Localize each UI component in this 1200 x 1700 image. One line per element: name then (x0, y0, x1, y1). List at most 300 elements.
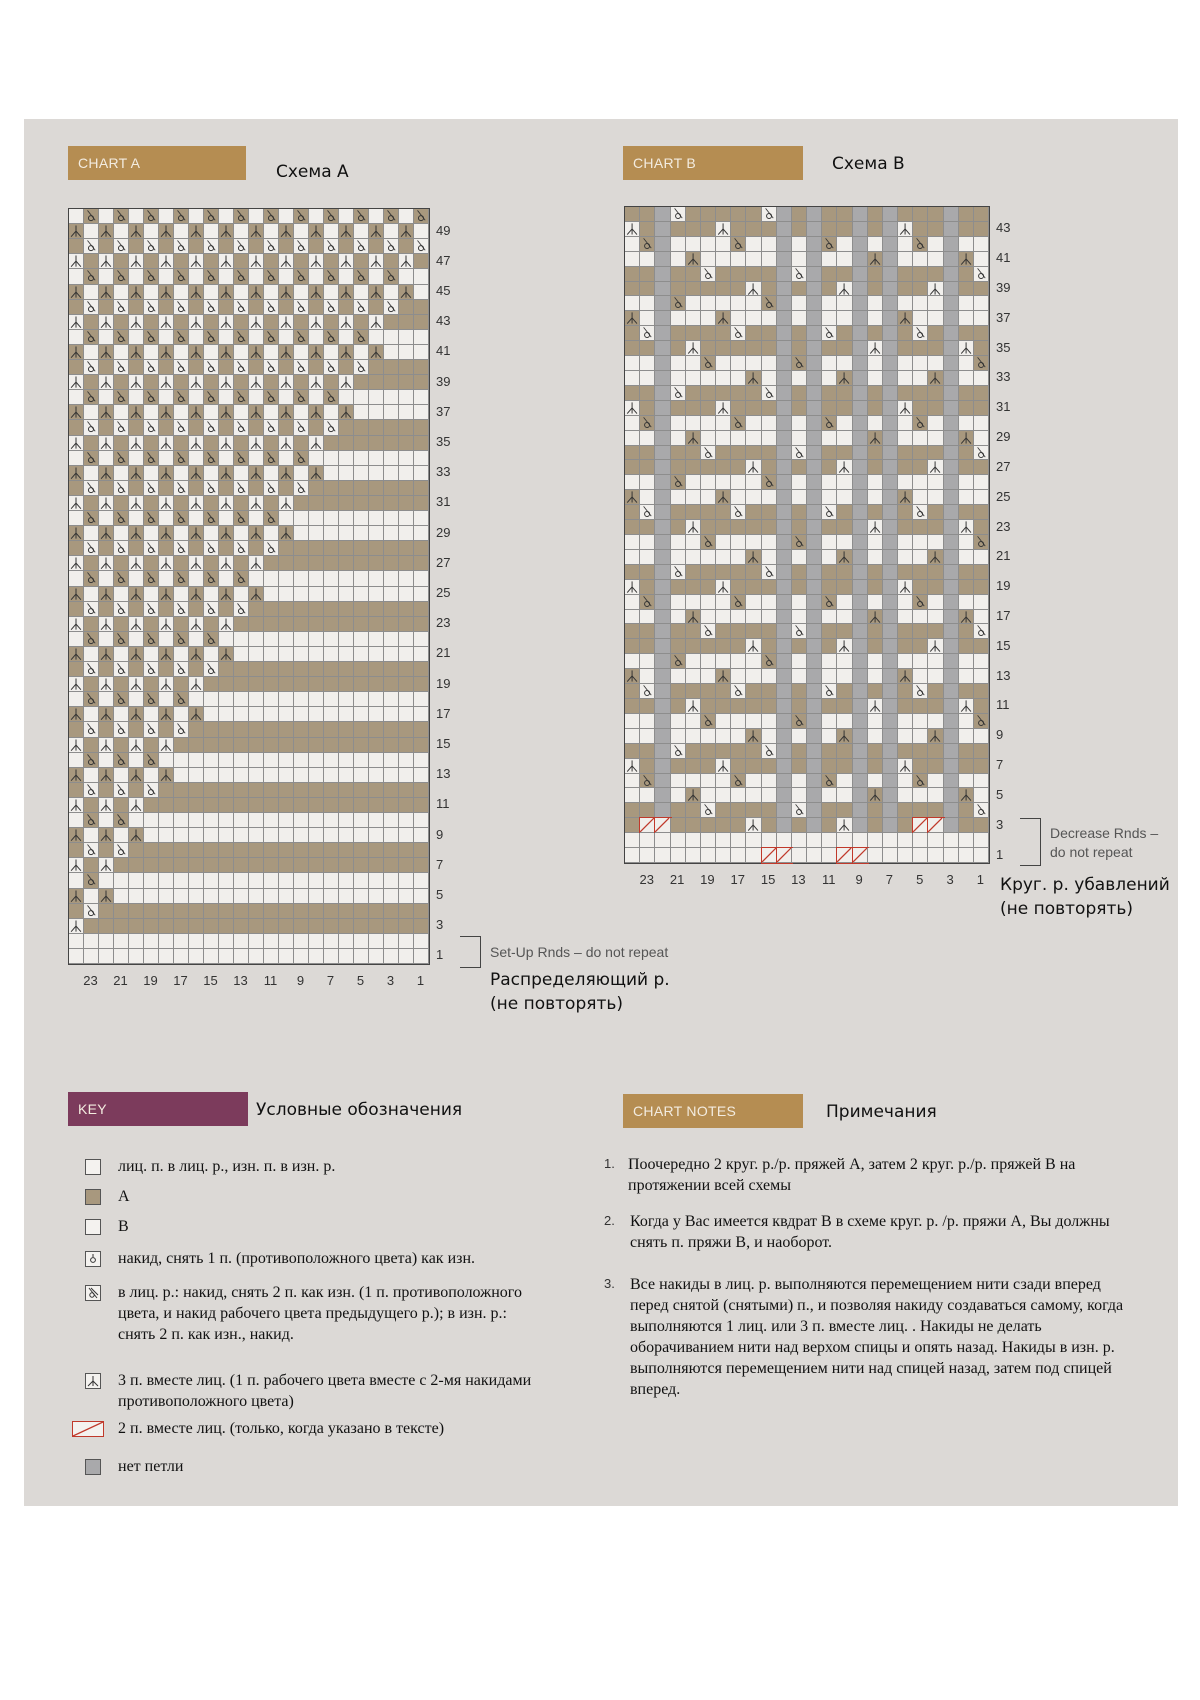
chart-cell (716, 401, 731, 416)
chart-cell (792, 237, 807, 252)
chart-cell (159, 571, 174, 586)
chart-cell (746, 505, 761, 520)
chart-cell (928, 595, 943, 610)
chart-cell (625, 848, 640, 863)
chart-cell (129, 556, 144, 571)
chart-cell (625, 833, 640, 848)
chart-cell (898, 535, 913, 550)
chart-cell (414, 436, 429, 451)
chart-cell (204, 617, 219, 632)
chart-cell (369, 858, 384, 873)
chart-cell (84, 254, 99, 269)
col-label: 1 (416, 973, 425, 988)
chart-cell (249, 375, 264, 390)
chart-cell (174, 904, 189, 919)
chart-cell (204, 269, 219, 284)
row-label: 19 (436, 675, 451, 691)
chart-cell (339, 873, 354, 888)
chart-cell (671, 222, 686, 237)
chart-cell (883, 505, 898, 520)
chart-cell (822, 818, 837, 833)
chart-cell (384, 315, 399, 330)
chart-cell (807, 654, 822, 669)
chart-cell (114, 873, 129, 888)
chart-cell (913, 207, 928, 222)
chart-cell (883, 788, 898, 803)
chart-cell (746, 550, 761, 565)
chart-cell (655, 774, 670, 789)
chart-cell (189, 677, 204, 692)
chart-cell (354, 300, 369, 315)
chart-cell (324, 300, 339, 315)
chart-cell (807, 371, 822, 386)
chart-cell (249, 722, 264, 737)
chart-cell (731, 624, 746, 639)
chart-cell (159, 224, 174, 239)
chart-cell (898, 729, 913, 744)
chart-cell (279, 451, 294, 466)
chart-cell (822, 669, 837, 684)
chart-cell (324, 707, 339, 722)
chart-cell (414, 722, 429, 737)
chart-cell (309, 541, 324, 556)
chart-cell (159, 269, 174, 284)
chart-cell (944, 475, 959, 490)
chart-cell (731, 818, 746, 833)
chart-cell (944, 714, 959, 729)
chart-cell (913, 833, 928, 848)
chart-cell (762, 311, 777, 326)
chart-cell (189, 345, 204, 360)
chart-cell (746, 475, 761, 490)
chart-cell (655, 788, 670, 803)
chart-cell (174, 873, 189, 888)
chart-cell (837, 416, 852, 431)
chart-cell (204, 843, 219, 858)
chart-cell (686, 311, 701, 326)
chart-cell (959, 759, 974, 774)
chart-cell (99, 405, 114, 420)
chart-b-header: CHART B (623, 146, 803, 180)
chart-cell (174, 526, 189, 541)
chart-cell (655, 624, 670, 639)
chart-cell (974, 610, 989, 625)
chart-cell (309, 330, 324, 345)
blank-square-icon (85, 1159, 101, 1175)
chart-cell (84, 889, 99, 904)
chart-cell (339, 541, 354, 556)
chart-cell (339, 919, 354, 934)
chart-cell (309, 420, 324, 435)
chart-cell (339, 632, 354, 647)
row-label: 43 (996, 220, 1011, 236)
chart-cell (731, 654, 746, 669)
chart-cell (746, 818, 761, 833)
chart-cell (807, 580, 822, 595)
chart-cell (792, 535, 807, 550)
row-label: 49 (436, 222, 451, 238)
chart-cell (129, 632, 144, 647)
chart-cell (159, 873, 174, 888)
chart-cell (174, 738, 189, 753)
chart-cell (913, 446, 928, 461)
chart-cell (99, 239, 114, 254)
chart-cell (792, 371, 807, 386)
chart-cell (399, 390, 414, 405)
chart-cell (369, 602, 384, 617)
chart-cell (279, 481, 294, 496)
color-a-square-icon (85, 1189, 101, 1205)
chart-cell (159, 315, 174, 330)
chart-cell (807, 803, 822, 818)
chart-cell (309, 753, 324, 768)
chart-cell (686, 490, 701, 505)
chart-cell (853, 267, 868, 282)
chart-cell (324, 375, 339, 390)
chart-cell (144, 315, 159, 330)
chart-cell (974, 759, 989, 774)
row-label: 19 (996, 578, 1011, 594)
chart-cell (339, 662, 354, 677)
chart-cell (159, 587, 174, 602)
chart-cell (99, 254, 114, 269)
chart-cell (974, 669, 989, 684)
chart-cell (144, 209, 159, 224)
chart-cell (69, 360, 84, 375)
chart-cell (944, 848, 959, 863)
chart-cell (249, 617, 264, 632)
chart-cell (686, 416, 701, 431)
chart-cell (807, 744, 822, 759)
chart-cell (928, 296, 943, 311)
chart-cell (129, 949, 144, 964)
chart-cell (974, 386, 989, 401)
chart-cell (913, 371, 928, 386)
chart-cell (974, 520, 989, 535)
chart-cell (853, 818, 868, 833)
chart-cell (944, 446, 959, 461)
chart-cell (913, 356, 928, 371)
chart-cell (369, 919, 384, 934)
chart-cell (822, 386, 837, 401)
chart-cell (369, 632, 384, 647)
chart-cell (777, 848, 792, 863)
chart-cell (807, 401, 822, 416)
chart-cell (944, 401, 959, 416)
chart-cell (898, 624, 913, 639)
chart-cell (731, 267, 746, 282)
chart-cell (822, 639, 837, 654)
chart-cell (279, 602, 294, 617)
chart-cell (69, 541, 84, 556)
chart-cell (354, 360, 369, 375)
chart-cell (777, 401, 792, 416)
chart-cell (144, 285, 159, 300)
chart-cell (339, 209, 354, 224)
chart-cell (114, 677, 129, 692)
chart-cell (762, 386, 777, 401)
chart-cell (174, 556, 189, 571)
chart-cell (174, 330, 189, 345)
chart-cell (701, 326, 716, 341)
chart-cell (84, 798, 99, 813)
chart-cell (264, 919, 279, 934)
chart-cell (279, 647, 294, 662)
chart-cell (898, 386, 913, 401)
chart-cell (974, 550, 989, 565)
chart-cell (762, 535, 777, 550)
chart-cell (762, 416, 777, 431)
chart-cell (731, 759, 746, 774)
chart-cell (640, 207, 655, 222)
chart-cell (354, 783, 369, 798)
chart-cell (204, 224, 219, 239)
chart-cell (129, 526, 144, 541)
chart-cell (625, 460, 640, 475)
chart-cell (309, 889, 324, 904)
row-label: 3 (996, 816, 1004, 832)
chart-cell (114, 783, 129, 798)
chart-cell (339, 738, 354, 753)
chart-cell (959, 222, 974, 237)
chart-cell (69, 224, 84, 239)
chart-cell (837, 774, 852, 789)
chart-cell (625, 237, 640, 252)
chart-cell (974, 341, 989, 356)
chart-cell (928, 759, 943, 774)
chart-cell (777, 431, 792, 446)
chart-cell (716, 714, 731, 729)
chart-cell (414, 254, 429, 269)
chart-cell (354, 209, 369, 224)
chart-cell (913, 222, 928, 237)
chart-cell (279, 873, 294, 888)
chart-cell (746, 446, 761, 461)
chart-cell (234, 692, 249, 707)
chart-cell (144, 617, 159, 632)
chart-cell (928, 818, 943, 833)
chart-cell (640, 267, 655, 282)
chart-cell (99, 526, 114, 541)
chart-cell (399, 375, 414, 390)
chart-cell (114, 602, 129, 617)
chart-cell (294, 541, 309, 556)
chart-cell (219, 466, 234, 481)
chart-cell (129, 375, 144, 390)
chart-cell (204, 904, 219, 919)
chart-cell (640, 282, 655, 297)
chart-cell (114, 224, 129, 239)
chart-cell (234, 934, 249, 949)
chart-cell (144, 254, 159, 269)
chart-cell (84, 904, 99, 919)
chart-cell (159, 904, 174, 919)
chart-cell (69, 481, 84, 496)
chart-cell (234, 300, 249, 315)
chart-cell (99, 269, 114, 284)
chart-cell (959, 803, 974, 818)
chart-cell (204, 300, 219, 315)
chart-cell (189, 798, 204, 813)
chart-cell (807, 550, 822, 565)
chart-cell (234, 753, 249, 768)
chart-cell (69, 239, 84, 254)
chart-cell (339, 390, 354, 405)
chart-cell (354, 285, 369, 300)
chart-cell (837, 252, 852, 267)
chart-cell (731, 803, 746, 818)
chart-cell (686, 326, 701, 341)
chart-cell (792, 788, 807, 803)
chart-cell (913, 282, 928, 297)
chart-cell (99, 330, 114, 345)
chart-cell (883, 371, 898, 386)
chart-cell (777, 669, 792, 684)
chart-cell (959, 610, 974, 625)
chart-cell (640, 535, 655, 550)
chart-cell (898, 714, 913, 729)
chart-cell (324, 496, 339, 511)
chart-cell (174, 345, 189, 360)
chart-cell (777, 222, 792, 237)
chart-cell (369, 843, 384, 858)
chart-cell (144, 753, 159, 768)
chart-cell (625, 296, 640, 311)
chart-cell (792, 282, 807, 297)
chart-cell (129, 390, 144, 405)
chart-cell (837, 788, 852, 803)
chart-cell (944, 386, 959, 401)
chart-cell (294, 315, 309, 330)
chart-cell (114, 526, 129, 541)
chart-cell (731, 401, 746, 416)
chart-cell (701, 282, 716, 297)
chart-cell (129, 768, 144, 783)
chart-cell (99, 451, 114, 466)
chart-cell (219, 934, 234, 949)
chart-cell (234, 541, 249, 556)
chart-cell (414, 934, 429, 949)
chart-cell (84, 451, 99, 466)
chart-cell (731, 714, 746, 729)
row-label: 7 (436, 856, 444, 872)
chart-cell (339, 556, 354, 571)
chart-cell (944, 296, 959, 311)
chart-cell (671, 341, 686, 356)
col-label: 17 (730, 872, 745, 887)
chart-cell (868, 565, 883, 580)
chart-cell (746, 639, 761, 654)
chart-cell (369, 949, 384, 964)
col-label: 5 (916, 872, 924, 887)
chart-cell (324, 768, 339, 783)
chart-cell (249, 692, 264, 707)
chart-cell (159, 360, 174, 375)
chart-cell (807, 848, 822, 863)
setup-bracket (460, 936, 481, 968)
chart-cell (264, 632, 279, 647)
chart-cell (159, 783, 174, 798)
chart-cell (625, 371, 640, 386)
chart-cell (837, 282, 852, 297)
chart-cell (264, 783, 279, 798)
chart-cell (309, 436, 324, 451)
chart-cell (959, 729, 974, 744)
chart-cell (701, 401, 716, 416)
chart-cell (655, 639, 670, 654)
chart-cell (853, 490, 868, 505)
chart-cell (716, 550, 731, 565)
chart-cell (913, 818, 928, 833)
chart-cell (249, 843, 264, 858)
chart-cell (414, 239, 429, 254)
chart-cell (69, 647, 84, 662)
chart-cell (746, 535, 761, 550)
chart-cell (868, 714, 883, 729)
chart-cell (249, 330, 264, 345)
chart-cell (731, 684, 746, 699)
chart-cell (944, 774, 959, 789)
chart-cell (264, 813, 279, 828)
chart-cell (399, 511, 414, 526)
chart-cell (883, 386, 898, 401)
chart-cell (114, 753, 129, 768)
chart-cell (625, 311, 640, 326)
chart-cell (309, 209, 324, 224)
chart-cell (625, 610, 640, 625)
chart-cell (144, 330, 159, 345)
chart-cell (84, 405, 99, 420)
chart-cell (853, 446, 868, 461)
chart-cell (309, 375, 324, 390)
chart-cell (853, 669, 868, 684)
chart-cell (309, 602, 324, 617)
chart-cell (671, 356, 686, 371)
chart-cell (384, 360, 399, 375)
chart-cell (219, 209, 234, 224)
chart-cell (640, 803, 655, 818)
chart-cell (762, 296, 777, 311)
chart-cell (822, 475, 837, 490)
chart-cell (686, 341, 701, 356)
chart-cell (655, 282, 670, 297)
chart-cell (69, 662, 84, 677)
chart-cell (731, 520, 746, 535)
chart-cell (309, 315, 324, 330)
chart-cell (883, 759, 898, 774)
chart-cell (701, 490, 716, 505)
chart-cell (777, 818, 792, 833)
chart-cell (671, 252, 686, 267)
chart-cell (399, 873, 414, 888)
chart-cell (686, 207, 701, 222)
chart-cell (339, 345, 354, 360)
chart-cell (144, 783, 159, 798)
chart-cell (928, 267, 943, 282)
chart-cell (701, 267, 716, 282)
chart-cell (792, 803, 807, 818)
chart-cell (249, 873, 264, 888)
chart-cell (144, 798, 159, 813)
chart-cell (913, 848, 928, 863)
chart-cell (792, 580, 807, 595)
chart-cell (822, 684, 837, 699)
chart-cell (655, 684, 670, 699)
chart-cell (279, 692, 294, 707)
chart-cell (853, 371, 868, 386)
chart-cell (384, 873, 399, 888)
chart-cell (746, 848, 761, 863)
